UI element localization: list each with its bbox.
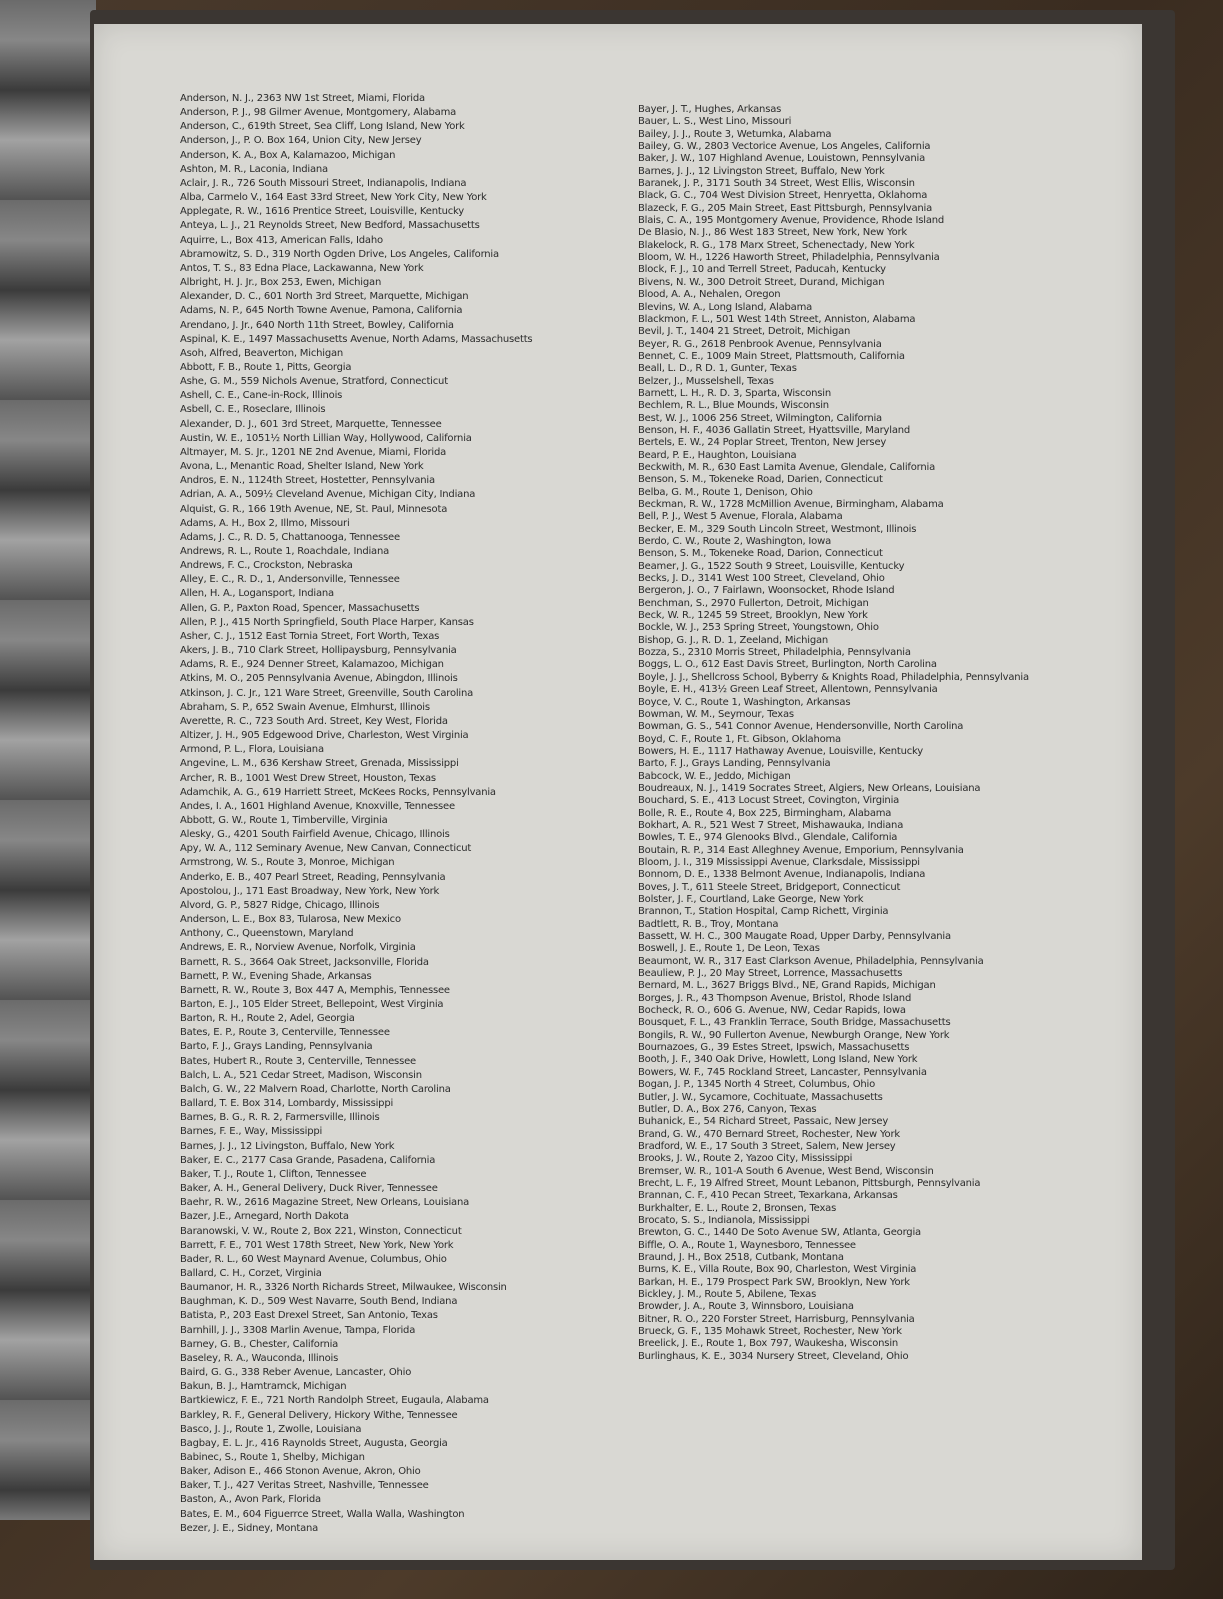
roster-entry: Bassett, W. H. C., 300 Maugate Road, Upper Darby, Pennsylvania <box>638 931 951 943</box>
roster-entry: Anderson, L. E., Box 83, Tularosa, New Mexico <box>180 914 401 926</box>
roster-entry: Boyle, E. H., 413½ Green Leaf Street, Allentown, Pennsylvania <box>638 684 938 696</box>
roster-entry: Beck, W. R., 1245 59 Street, Brooklyn, New York <box>638 610 868 622</box>
roster-entry: Bongils, R. W., 90 Fullerton Avenue, Newburgh Orange, New York <box>638 1029 950 1041</box>
roster-entry: Bremser, W. R., 101-A South 6 Avenue, West Bend, Wisconsin <box>638 1165 934 1177</box>
roster-entry: Beckwith, M. R., 630 East Lamita Avenue, Glendale, California <box>638 461 936 473</box>
roster-entry: Brocato, S. S., Indianola, Mississippi <box>638 1214 810 1226</box>
roster-entry: Baranowski, V. W., Route 2, Box 221, Winston, Connecticut <box>180 1225 462 1237</box>
roster-entry: Barnes, J. J., 12 Livingston, Buffalo, New York <box>180 1140 395 1152</box>
roster-entry: Bezer, J. E., Sidney, Montana <box>180 1522 319 1534</box>
roster-entry: Bates, Hubert R., Route 3, Centerville, Tennessee <box>180 1055 416 1067</box>
roster-entry: Baughman, K. D., 509 West Navarre, South Bend, Indiana <box>180 1296 458 1308</box>
roster-entry: Bailey, G. W., 2803 Vectorice Avenue, Los Angeles, California <box>638 141 931 153</box>
roster-entry: Baker, A. H., General Delivery, Duck River, Tennessee <box>180 1183 438 1195</box>
roster-entry: Bechlem, R. L., Blue Mounds, Wisconsin <box>638 400 829 412</box>
roster-entry: Baseley, R. A., Wauconda, Illinois <box>180 1352 339 1364</box>
roster-entry: Abraham, S. P., 652 Swain Avenue, Elmhurst, Illinois <box>180 701 430 713</box>
roster-entry: Altmayer, M. S. Jr., 1201 NE 2nd Avenue, Miami, Florida <box>180 446 447 458</box>
roster-entry: Boswell, J. E., Route 1, De Leon, Texas <box>638 943 820 955</box>
roster-entry: Borges, J. R., 43 Thompson Avenue, Bristol, Rhode Island <box>638 992 912 1004</box>
roster-entry: Blood, A. A., Nehalen, Oregon <box>638 289 781 301</box>
roster-entry: Apy, W. A., 112 Seminary Avenue, New Canvan, Connecticut <box>180 843 472 855</box>
roster-entry: Baker, T. J., 427 Veritas Street, Nashville, Tennessee <box>180 1480 429 1492</box>
roster-entry: Bogan, J. P., 1345 North 4 Street, Columbus, Ohio <box>638 1079 876 1091</box>
roster-entry: Austin, W. E., 1051½ North Lillian Way, Hollywood, California <box>180 432 472 444</box>
roster-entry: Armstrong, W. S., Route 3, Monroe, Michigan <box>180 857 395 869</box>
roster-entry: Blakelock, R. G., 178 Marx Street, Schenectady, New York <box>638 239 915 251</box>
roster-entry: Brand, G. W., 470 Bernard Street, Rochester, New York <box>638 1128 900 1140</box>
roster-entry: Andes, I. A., 1601 Highland Avenue, Knoxville, Tennessee <box>180 800 455 812</box>
roster-entry: Batista, P., 203 East Drexel Street, San Antonio, Texas <box>180 1310 438 1322</box>
roster-entry: Allen, G. P., Paxton Road, Spencer, Massachusetts <box>180 602 420 614</box>
roster-entry: Brannan, C. F., 410 Pecan Street, Texarkana, Arkansas <box>638 1190 898 1202</box>
roster-entry: Bakun, B. J., Hamtramck, Michigan <box>180 1381 347 1393</box>
roster-entry: De Blasio, N. J., 86 West 183 Street, New York, New York <box>638 227 908 239</box>
roster-entry: Bernard, M. L., 3627 Briggs Blvd., NE, Grand Rapids, Michigan <box>638 980 936 992</box>
roster-entry: Barto, F. J., Grays Landing, Pennsylvania <box>638 758 831 770</box>
roster-entry: Breelick, J. E., Route 1, Box 797, Waukesha, Wisconsin <box>638 1338 899 1350</box>
roster-entry: Allen, H. A., Logansport, Indiana <box>180 588 334 600</box>
roster-entry: Barkan, H. E., 179 Prospect Park SW, Brooklyn, New York <box>638 1276 910 1288</box>
roster-entry: Barnes, F. E., Way, Mississippi <box>180 1126 323 1138</box>
roster-entry: Adrian, A. A., 509½ Cleveland Avenue, Michigan City, Indiana <box>180 489 476 501</box>
roster-entry: Alexander, D. C., 601 North 3rd Street, Marquette, Michigan <box>180 291 469 303</box>
roster-entry: Bayer, J. T., Hughes, Arkansas <box>638 104 782 115</box>
roster-entry: Beamer, J. G., 1522 South 9 Street, Louisville, Kentucky <box>638 560 905 572</box>
roster-entry: Bowers, H. E., 1117 Hathaway Avenue, Louisville, Kentucky <box>638 745 923 757</box>
roster-entry: Barnett, R. W., Route 3, Box 447 A, Memphis, Tennessee <box>180 984 450 996</box>
roster-entry: Adams, A. H., Box 2, Illmo, Missouri <box>180 517 350 529</box>
roster-entry: Aquirre, L., Box 413, American Falls, Idaho <box>180 234 383 246</box>
roster-entry: Balch, G. W., 22 Malvern Road, Charlotte, North Carolina <box>180 1083 451 1095</box>
roster-entry: Armond, P. L., Flora, Louisiana <box>180 744 324 756</box>
roster-entry: Andrews, R. L., Route 1, Roachdale, Indiana <box>180 546 390 557</box>
roster-entry: Boggs, L. O., 612 East Davis Street, Burlington, North Carolina <box>638 659 937 671</box>
roster-entry: Ashell, C. E., Cane-in-Rock, Illinois <box>180 390 343 402</box>
roster-entry: Ashe, G. M., 559 Nichols Avenue, Stratford, Connecticut <box>180 376 448 388</box>
roster-entry: Becker, E. M., 329 South Lincoln Street, Westmont, Illinois <box>638 523 917 535</box>
roster-entry: Benchman, S., 2970 Fullerton, Detroit, Michigan <box>638 597 869 609</box>
roster-entry: Abbott, G. W., Route 1, Timberville, Virginia <box>180 814 388 826</box>
roster-entry: Bates, E. P., Route 3, Centerville, Tennessee <box>180 1027 390 1039</box>
roster-entry: Bertels, E. W., 24 Poplar Street, Trenton, New Jersey <box>638 437 887 449</box>
roster-entry: Berdo, C. W., Route 2, Washington, Iowa <box>638 536 832 548</box>
roster-entry: Alley, E. C., R. D., 1, Andersonville, Tennessee <box>180 574 400 586</box>
roster-entry: Bickley, J. M., Route 5, Abilene, Texas <box>638 1289 817 1300</box>
roster-entry: Badtlett, R. B., Troy, Montana <box>638 918 779 930</box>
roster-entry: Barton, R. H., Route 2, Adel, Georgia <box>180 1013 355 1025</box>
roster-entry: Alesky, G., 4201 South Fairfield Avenue, Chicago, Illinois <box>180 829 450 841</box>
roster-entry: Brewton, G. C., 1440 De Soto Avenue SW, Atlanta, Georgia <box>638 1227 921 1239</box>
roster-entry: Bouchard, S. E., 413 Locust Street, Covington, Virginia <box>638 795 900 807</box>
roster-entry: Asher, C. J., 1512 East Tornia Street, Fort Worth, Texas <box>180 630 440 642</box>
roster-entry: Bailey, J. J., Route 3, Wetumka, Alabama <box>638 128 832 140</box>
roster-entry: Bolle, R. E., Route 4, Box 225, Birmingham, Alabama <box>638 807 892 819</box>
roster-entry: Baranek, J. P., 3171 South 34 Street, West Ellis, Wisconsin <box>638 178 915 190</box>
roster-entry: Blevins, W. A., Long Island, Alabama <box>638 301 813 313</box>
background-photo-collage <box>0 0 96 1520</box>
roster-entry: Buhanick, E., 54 Richard Street, Passaic, New Jersey <box>638 1116 889 1128</box>
roster-entry: Barnett, R. S., 3664 Oak Street, Jacksonville, Florida <box>180 956 429 968</box>
left-address-column <box>180 92 620 1536</box>
roster-entry: Atkinson, J. C. Jr., 121 Ware Street, Greenville, South Carolina <box>180 687 474 699</box>
roster-entry: Bader, R. L., 60 West Maynard Avenue, Columbus, Ohio <box>180 1253 447 1265</box>
roster-entry: Arendano, J. Jr., 640 North 11th Street, Bowley, California <box>180 319 454 331</box>
roster-entry: Averette, R. C., 723 South Ard. Street, Key West, Florida <box>180 715 448 727</box>
roster-entry: Block, F. J., 10 and Terrell Street, Paducah, Kentucky <box>638 264 886 276</box>
roster-entry: Brecht, L. F., 19 Alfred Street, Mount Lebanon, Pittsburgh, Pennsylvania <box>638 1177 981 1189</box>
roster-entry: Adams, N. P., 645 North Towne Avenue, Pamona, California <box>180 305 463 317</box>
roster-entry: Becks, J. D., 3141 West 100 Street, Cleveland, Ohio <box>638 573 885 585</box>
roster-entry: Bloom, W. H., 1226 Haworth Street, Philadelphia, Pennsylvania <box>638 252 940 264</box>
roster-entry: Bitner, R. O., 220 Forster Street, Harrisburg, Pennsylvania <box>638 1313 915 1325</box>
roster-entry: Benson, H. F., 4036 Gallatin Street, Hyattsville, Maryland <box>638 424 911 436</box>
roster-entry: Browder, J. A., Route 3, Winnsboro, Louisiana <box>638 1301 854 1313</box>
roster-entry: Asoh, Alfred, Beaverton, Michigan <box>180 347 344 359</box>
roster-entry: Barnett, L. H., R. D. 3, Sparta, Wisconsin <box>638 387 832 399</box>
roster-entry: Braund, J. H., Box 2518, Cutbank, Montana <box>638 1251 844 1263</box>
roster-entry: Blazeck, F. G., 205 Main Street, East Pittsburgh, Pennsylvania <box>638 202 933 214</box>
roster-entry: Barnhill, J. J., 3308 Marlin Avenue, Tampa, Florida <box>180 1324 416 1336</box>
roster-entry: Bauer, L. S., West Lino, Missouri <box>638 116 792 128</box>
roster-entry: Babinec, S., Route 1, Shelby, Michigan <box>180 1452 365 1463</box>
roster-entry: Allen, P. J., 415 North Springfield, South Place Harper, Kansas <box>180 616 474 628</box>
roster-entry: Baston, A., Avon Park, Florida <box>180 1494 321 1506</box>
roster-entry: Butler, D. A., Box 276, Canyon, Texas <box>638 1103 817 1115</box>
roster-entry: Baehr, R. W., 2616 Magazine Street, New Orleans, Louisiana <box>180 1197 470 1209</box>
roster-entry: Apostolou, J., 171 East Broadway, New York, New York <box>180 885 440 897</box>
roster-entry: Baker, J. W., 107 Highland Avenue, Louistown, Pennsylvania <box>638 153 926 165</box>
roster-entry: Baker, T. J., Route 1, Clifton, Tennessee <box>180 1168 367 1180</box>
roster-entry: Bazer, J.E., Arnegard, North Dakota <box>180 1211 349 1223</box>
roster-entry: Anteya, L. J., 21 Reynolds Street, New Bedford, Massachusetts <box>180 220 480 232</box>
roster-entry: Balch, L. A., 521 Cedar Street, Madison, Wisconsin <box>180 1069 422 1081</box>
roster-entry: Burns, K. E., Villa Route, Box 90, Charleston, West Virginia <box>638 1264 917 1276</box>
roster-entry: Anderson, P. J., 98 Gilmer Avenue, Montgomery, Alabama <box>180 107 457 119</box>
roster-entry: Bergeron, J. O., 7 Fairlawn, Woonsocket, Rhode Island <box>638 585 895 597</box>
roster-entry: Alvord, G. P., 5827 Ridge, Chicago, Illinois <box>180 899 380 911</box>
roster-entry: Anthony, C., Queenstown, Maryland <box>180 928 354 940</box>
roster-entry: Black, G. C., 704 West Division Street, Henryetta, Oklahoma <box>638 190 928 202</box>
roster-entry: Bennet, C. E., 1009 Main Street, Plattsmouth, California <box>638 350 905 362</box>
roster-entry: Bivens, N. W., 300 Detroit Street, Durand, Michigan <box>638 276 885 288</box>
roster-entry: Beard, P. E., Haughton, Louisiana <box>638 449 797 461</box>
roster-entry: Boudreaux, N. J., 1419 Socrates Street, Algiers, New Orleans, Louisiana <box>638 782 981 794</box>
roster-entry: Benson, S. M., Tokeneke Road, Darion, Connecticut <box>638 548 883 560</box>
roster-entry: Burkhalter, E. L., Route 2, Bronsen, Texas <box>638 1202 837 1214</box>
roster-entry: Brannon, T., Station Hospital, Camp Richett, Virginia <box>638 906 889 918</box>
roster-entry: Barrett, F. E., 701 West 178th Street, New York, New York <box>180 1239 454 1251</box>
roster-entry: Barton, E. J., 105 Elder Street, Bellepoint, West Virginia <box>180 999 444 1010</box>
roster-entry: Bates, E. M., 604 Figuerrce Street, Walla Walla, Washington <box>180 1508 465 1520</box>
roster-entry: Boyce, V. C., Route 1, Washington, Arkansas <box>638 696 851 708</box>
roster-entry: Booth, J. F., 340 Oak Drive, Howlett, Long Island, New York <box>638 1054 918 1066</box>
roster-entry: Boves, J. T., 611 Steele Street, Bridgeport, Connecticut <box>638 881 901 893</box>
roster-entry: Bournazoes, G., 39 Estes Street, Ipswich, Massachusetts <box>638 1042 910 1054</box>
roster-entry: Best, W. J., 1006 256 Street, Wilmington, California <box>638 412 882 424</box>
roster-entry: Barnett, P. W., Evening Shade, Arkansas <box>180 970 372 982</box>
roster-entry: Babcock, W. E., Jeddo, Michigan <box>638 770 791 782</box>
roster-entry: Bevil, J. T., 1404 21 Street, Detroit, Michigan <box>638 326 851 338</box>
roster-entry: Aspinal, K. E., 1497 Massachusetts Avenue, North Adams, Massachusetts <box>180 333 533 345</box>
roster-entry: Bloom, J. I., 319 Mississippi Avenue, Clarksdale, Mississippi <box>638 856 920 868</box>
roster-entry: Baker, Adison E., 466 Stonon Avenue, Akron, Ohio <box>180 1466 421 1478</box>
roster-entry: Bowles, T. E., 974 Glenooks Blvd., Glendale, California <box>638 832 898 844</box>
roster-entry: Bowman, W. M., Seymour, Texas <box>638 708 794 720</box>
right-address-column <box>638 104 1118 1363</box>
roster-entry: Alexander, D. J., 601 3rd Street, Marquette, Tennessee <box>180 418 442 430</box>
roster-entry: Brooks, J. W., Route 2, Yazoo City, Mississippi <box>638 1153 853 1165</box>
roster-entry: Bousquet, F. L., 43 Franklin Terrace, South Bridge, Massachusetts <box>638 1017 951 1029</box>
roster-entry: Abbott, F. B., Route 1, Pitts, Georgia <box>180 361 352 373</box>
roster-entry: Beall, L. D., R D. 1, Gunter, Texas <box>638 363 797 375</box>
roster-entry: Akers, J. B., 710 Clark Street, Hollipaysburg, Pennsylvania <box>180 645 457 657</box>
roster-entry: Brueck, G. F., 135 Mohawk Street, Rochester, New York <box>638 1326 902 1338</box>
roster-entry: Ballard, C. H., Corzet, Virginia <box>180 1267 322 1279</box>
roster-entry: Ballard, T. E. Box 314, Lombardy, Mississippi <box>180 1098 394 1110</box>
roster-entry: Anderson, N. J., 2363 NW 1st Street, Miami, Florida <box>180 93 425 104</box>
roster-entry: Adams, R. E., 924 Denner Street, Kalamazoo, Michigan <box>180 659 444 671</box>
roster-entry: Andros, E. N., 1124th Street, Hostetter, Pennsylvania <box>180 475 435 487</box>
roster-entry: Avona, L., Menantic Road, Shelter Island, New York <box>180 461 424 473</box>
roster-entry: Bokhart, A. R., 521 West 7 Street, Mishawauka, Indiana <box>638 819 904 831</box>
roster-entry: Ashton, M. R., Laconia, Indiana <box>180 163 328 175</box>
roster-entry: Bocheck, R. O., 606 G. Avenue, NW, Cedar Rapids, Iowa <box>638 1005 906 1017</box>
roster-entry: Baird, G. G., 338 Reber Avenue, Lancaster, Ohio <box>180 1367 412 1379</box>
roster-entry: Beyer, R. G., 2618 Penbrook Avenue, Pennsylvania <box>638 338 882 350</box>
roster-entry: Bagbay, E. L. Jr., 416 Raynolds Street, Augusta, Georgia <box>180 1437 448 1449</box>
roster-entry: Bockle, W. J., 253 Spring Street, Youngstown, Ohio <box>638 622 879 634</box>
roster-entry: Adams, J. C., R. D. 5, Chattanooga, Tennessee <box>180 531 400 543</box>
roster-entry: Bozza, S., 2310 Morris Street, Philadelphia, Pennsylvania <box>638 647 911 659</box>
roster-entry: Belzer, J., Musselshell, Texas <box>638 375 774 387</box>
roster-entry: Bonnom, D. E., 1338 Belmont Avenue, Indianapolis, Indiana <box>638 869 926 881</box>
roster-entry: Blackmon, F. L., 501 West 14th Street, Anniston, Alabama <box>638 313 916 325</box>
roster-entry: Anderson, K. A., Box A, Kalamazoo, Michigan <box>180 149 396 161</box>
roster-entry: Boyle, J. J., Shellcross School, Byberry & Knights Road, Philadelphia, Pennsylvania <box>638 671 1029 683</box>
roster-entry: Blais, C. A., 195 Montgomery Avenue, Providence, Rhode Island <box>638 215 945 227</box>
roster-entry: Burlinghaus, K. E., 3034 Nursery Street, Cleveland, Ohio <box>638 1350 909 1362</box>
roster-entry: Antos, T. S., 83 Edna Place, Lackawanna, New York <box>180 262 424 274</box>
roster-entry: Biffle, O. A., Route 1, Waynesboro, Tennessee <box>638 1239 856 1251</box>
roster-entry: Bradford, W. E., 17 South 3 Street, Salem, New Jersey <box>638 1140 896 1152</box>
roster-entry: Barney, G. B., Chester, California <box>180 1338 339 1350</box>
roster-entry: Alba, Carmelo V., 164 East 33rd Street, New York City, New York <box>180 192 487 204</box>
roster-entry: Altizer, J. H., 905 Edgewood Drive, Charleston, West Virginia <box>180 730 469 742</box>
roster-entry: Atkins, M. O., 205 Pennsylvania Avenue, Abingdon, Illinois <box>180 673 458 685</box>
roster-entry: Beckman, R. W., 1728 McMillion Avenue, Birmingham, Alabama <box>638 499 944 510</box>
roster-entry: Andrews, F. C., Crockston, Nebraska <box>180 560 353 572</box>
roster-entry: Basco, J. J., Route 1, Zwolle, Louisiana <box>180 1423 362 1435</box>
roster-entry: Andrews, E. R., Norview Avenue, Norfolk, Virginia <box>180 942 416 954</box>
roster-entry: Baumanor, H. R., 3326 North Richards Street, Milwaukee, Wisconsin <box>180 1282 507 1294</box>
roster-entry: Bartkiewicz, F. E., 721 North Randolph Street, Eugaula, Alabama <box>180 1395 489 1407</box>
roster-entry: Boyd, C. F., Route 1, Ft. Gibson, Oklahoma <box>638 733 841 745</box>
roster-entry: Abramowitz, S. D., 319 North Ogden Drive, Los Angeles, California <box>180 248 499 260</box>
roster-entry: Anderson, J., P. O. Box 164, Union City, New Jersey <box>180 135 422 147</box>
roster-entry: Bowman, G. S., 541 Connor Avenue, Hendersonville, North Carolina <box>638 721 964 733</box>
roster-entry: Albright, H. J. Jr., Box 253, Ewen, Michigan <box>180 277 382 289</box>
roster-entry: Barkley, R. F., General Delivery, Hickory Withe, Tennessee <box>180 1409 458 1421</box>
roster-entry: Bell, P. J., West 5 Avenue, Florala, Alabama <box>638 511 843 523</box>
roster-entry: Barnes, B. G., R. R. 2, Farmersville, Illinois <box>180 1112 380 1124</box>
roster-entry: Baker, E. C., 2177 Casa Grande, Pasadena, California <box>180 1154 436 1166</box>
roster-entry: Boutain, R. P., 314 East Alleghney Avenue, Emporium, Pennsylvania <box>638 844 964 856</box>
roster-entry: Benson, S. M., Tokeneke Road, Darien, Connecticut <box>638 474 883 486</box>
roster-entry: Anderko, E. B., 407 Pearl Street, Reading, Pennsylvania <box>180 871 446 883</box>
roster-page <box>94 24 1142 1560</box>
roster-entry: Alquist, G. R., 166 19th Avenue, NE, St. Paul, Minnesota <box>180 503 448 515</box>
roster-entry: Aclair, J. R., 726 South Missouri Street, Indianapolis, Indiana <box>180 177 467 189</box>
roster-entry: Archer, R. B., 1001 West Drew Street, Houston, Texas <box>180 772 436 784</box>
roster-entry: Anderson, C., 619th Street, Sea Cliff, Long Island, New York <box>180 121 465 133</box>
roster-entry: Beaumont, W. R., 317 East Clarkson Avenue, Philadelphia, Pennsylvania <box>638 955 984 967</box>
roster-entry: Barnes, J. J., 12 Livingston Street, Buffalo, New York <box>638 165 885 177</box>
roster-entry: Applegate, R. W., 1616 Prentice Street, Louisville, Kentucky <box>180 206 464 218</box>
roster-entry: Bowers, W. F., 745 Rockland Street, Lancaster, Pennsylvania <box>638 1066 927 1078</box>
roster-entry: Adamchik, A. G., 619 Harriett Street, McKees Rocks, Pennsylvania <box>180 786 496 798</box>
roster-entry: Asbell, C. E., Roseclare, Illinois <box>180 404 326 416</box>
roster-entry: Barto, F. J., Grays Landing, Pennsylvania <box>180 1041 373 1053</box>
roster-entry: Bishop, G. J., R. D. 1, Zeeland, Michigan <box>638 634 829 646</box>
roster-entry: Belba, G. M., Route 1, Denison, Ohio <box>638 486 813 498</box>
roster-entry: Beauliew, P. J., 20 May Street, Lorrence, Massachusetts <box>638 968 903 980</box>
roster-entry: Butler, J. W., Sycamore, Cochituate, Massachusetts <box>638 1091 883 1103</box>
roster-entry: Bolster, J. F., Courtland, Lake George, New York <box>638 894 864 905</box>
roster-entry: Angevine, L. M., 636 Kershaw Street, Grenada, Mississippi <box>180 758 459 770</box>
